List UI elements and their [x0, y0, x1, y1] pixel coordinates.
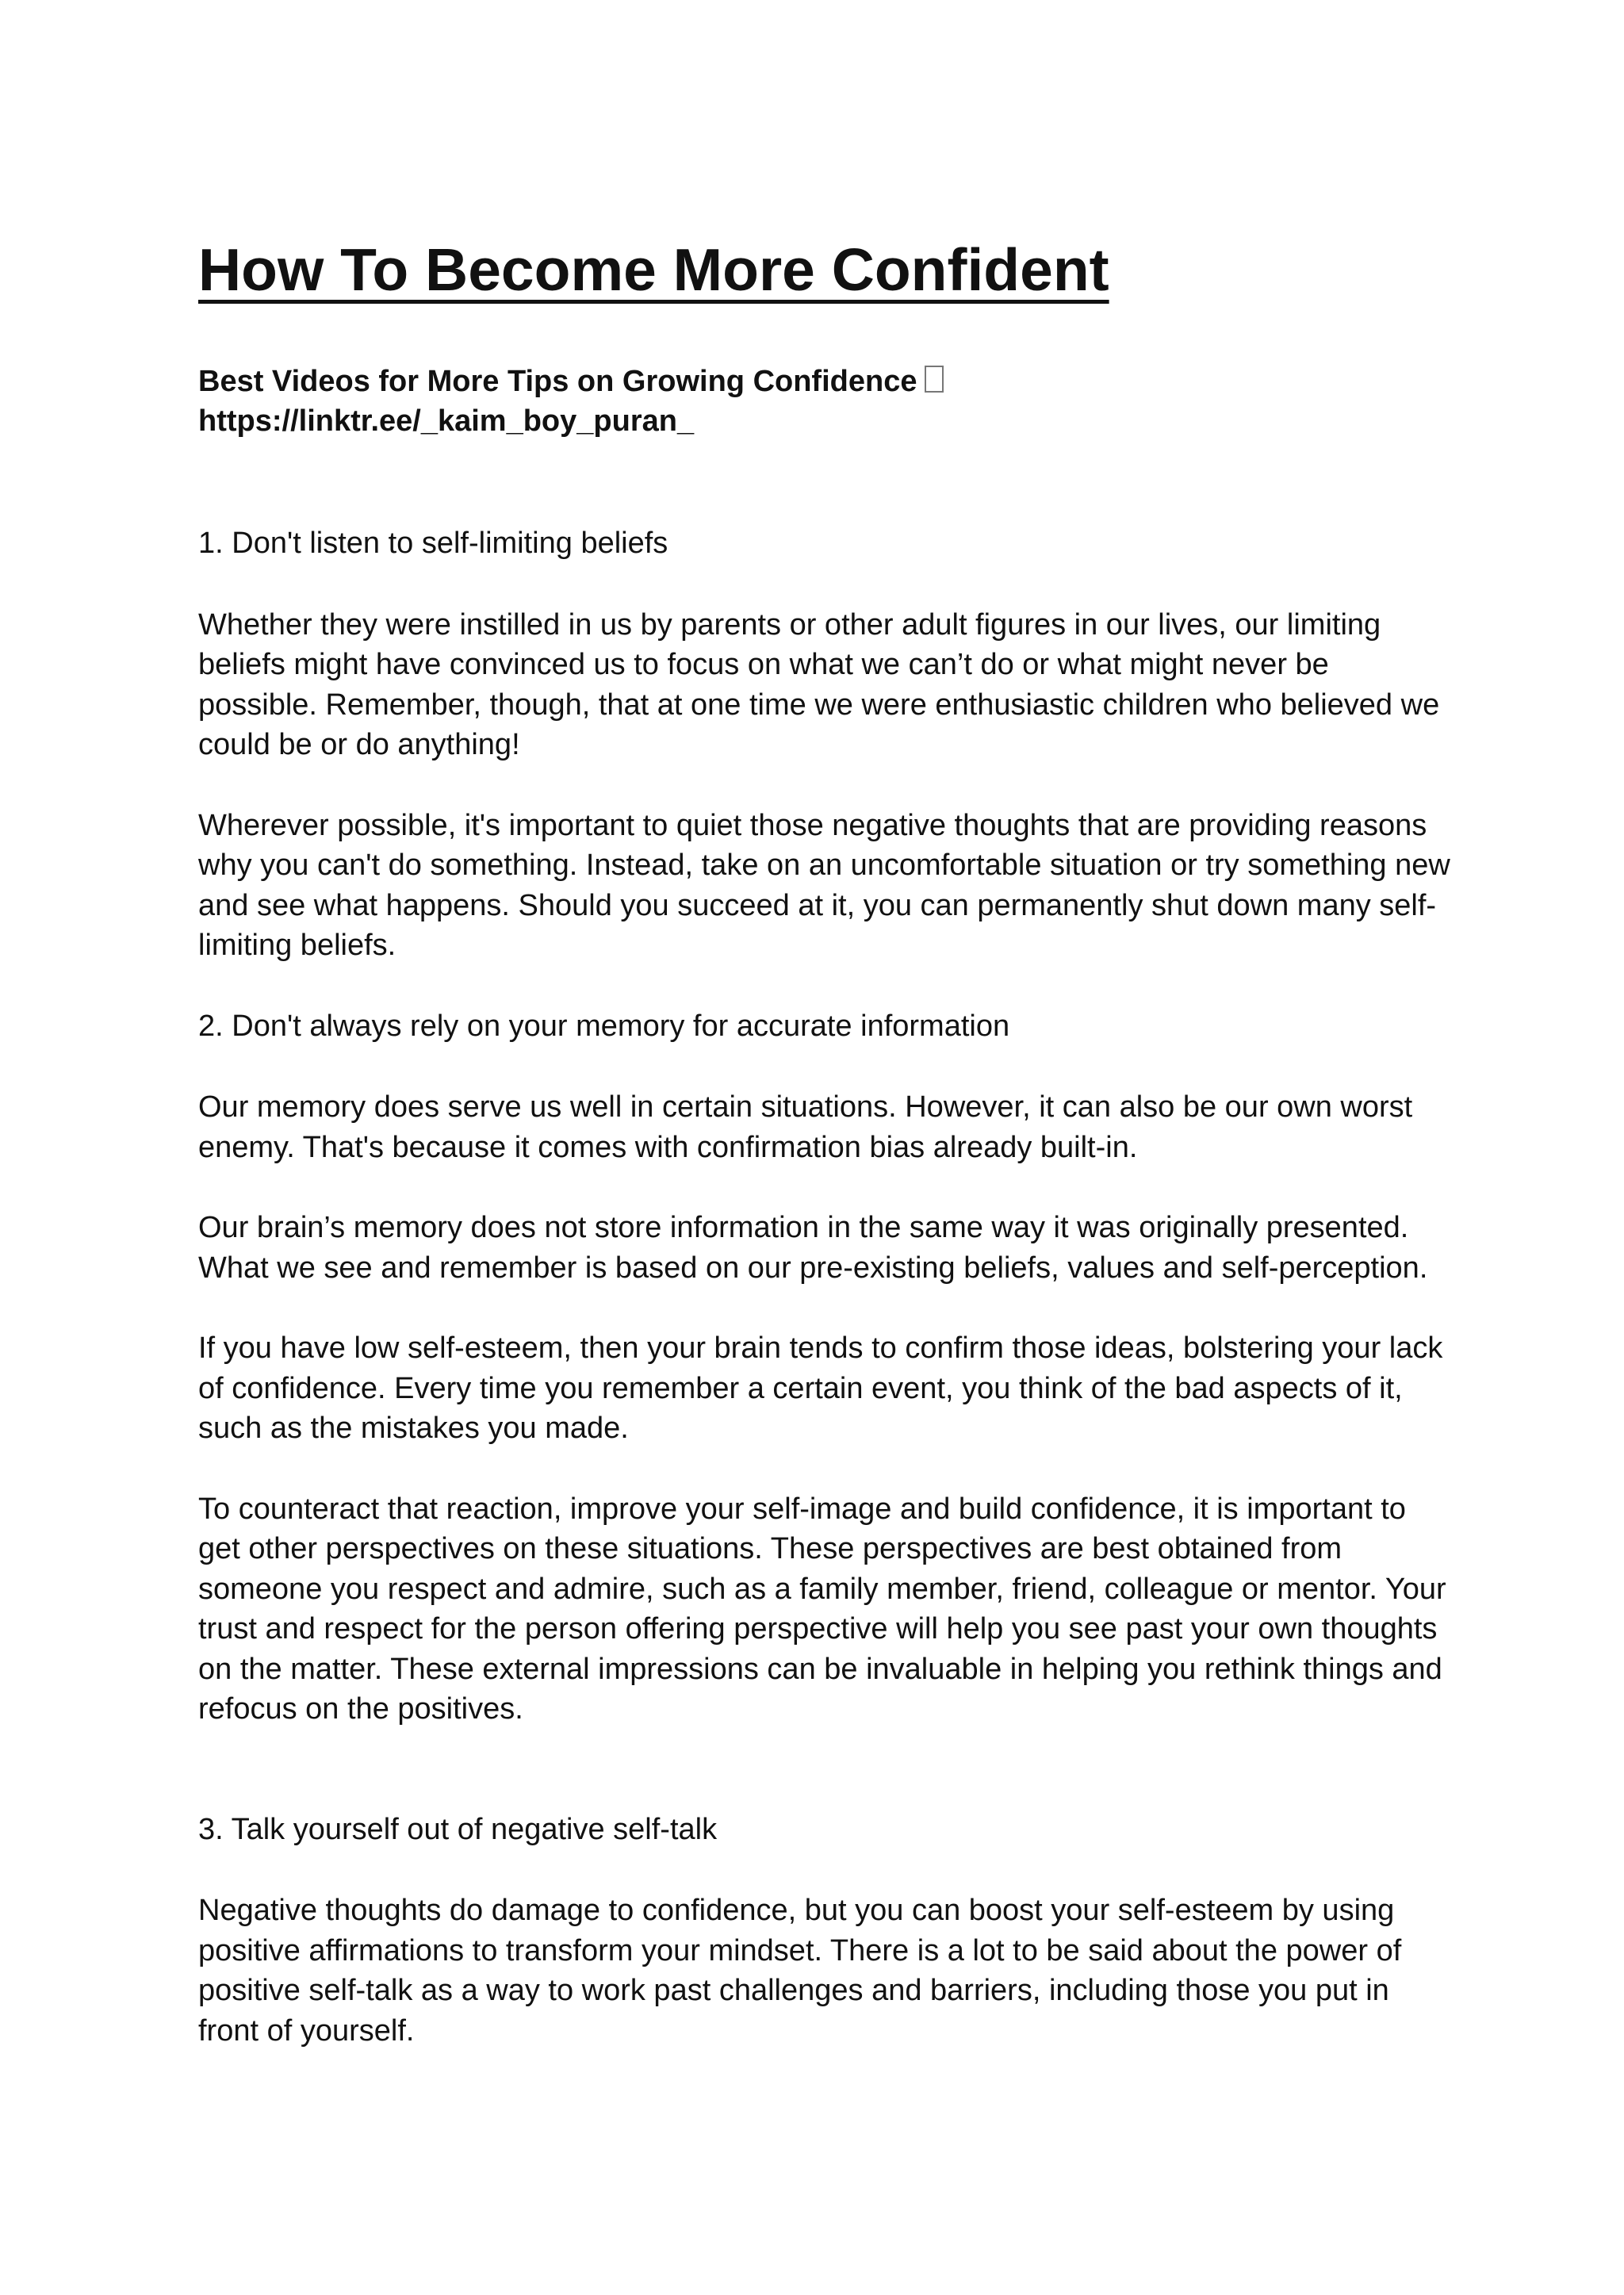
- section-2-paragraph-2: Our brain’s memory does not store information in the same way it was originally presented. What we see and remember is based on our pre-existing beliefs, values and self-perception.: [198, 1211, 1428, 1285]
- section-2-paragraph-4: To counteract that reaction, improve your self-image and build confidence, it is important to get other perspectives on these situations. These perspectives are best obtained from someone you respect and admire, such as a family member, friend, colleague or mentor. Your trust and respect for the person offering perspective will help you see past your own thoughts on the matter. These external impressions can be invaluable in helping you rethink things and refocus on the positives.: [198, 1492, 1446, 1726]
- promo-text: Best Videos for More Tips on Growing Confidence: [198, 365, 917, 398]
- section-2-paragraph-3: If you have low self-esteem, then your brain tends to confirm those ideas, bolstering your lack of confidence. Every time you remember a certain event, you think of the bad aspects of it, such as the mistakes you made.: [198, 1331, 1443, 1445]
- section-1-paragraph-1: Whether they were instilled in us by parents or other adult figures in our lives, our limiting beliefs might have convinced us to focus on what we can’t do or what might never be possible. Remember, though, that at one time we were enthusiastic children who believed we could be or do anything!: [198, 607, 1440, 761]
- document-body: [198, 523, 1451, 2051]
- document-title: How To Become More Confident: [198, 236, 1109, 303]
- document-page: [198, 230, 1451, 2091]
- section-heading-3: 3. Talk yourself out of negative self-talk: [198, 1812, 718, 1846]
- section-3-paragraph-1: Negative thoughts do damage to confidence, but you can boost your self-esteem by using positive affirmations to transform your mindset. There is a lot to be said about the power of positive self-talk as a way to work past challenges and barriers, including those you put in front of yourself.: [198, 1894, 1402, 2048]
- section-1-paragraph-2: Wherever possible, it's important to quiet those negative thoughts that are providing reasons why you can't do something. Instead, take on an uncomfortable situation or try something new and see what happens. Should you succeed at it, you can permanently shut down many self-limiting beliefs.: [198, 808, 1450, 962]
- missing-glyph-icon: [925, 366, 944, 393]
- section-2-paragraph-1: Our memory does serve us well in certain situations. However, it can also be our own worst enemy. That's because it comes with confirmation bias already built-in.: [198, 1090, 1413, 1164]
- section-heading-1: 1. Don't listen to self-limiting beliefs: [198, 527, 668, 560]
- promo-line: [198, 362, 1451, 401]
- promo-link: https://linktr.ee/_kaim_boy_puran_: [198, 404, 695, 438]
- section-heading-2: 2. Don't always rely on your memory for accurate information: [198, 1009, 1010, 1043]
- promo-block: [198, 362, 1451, 441]
